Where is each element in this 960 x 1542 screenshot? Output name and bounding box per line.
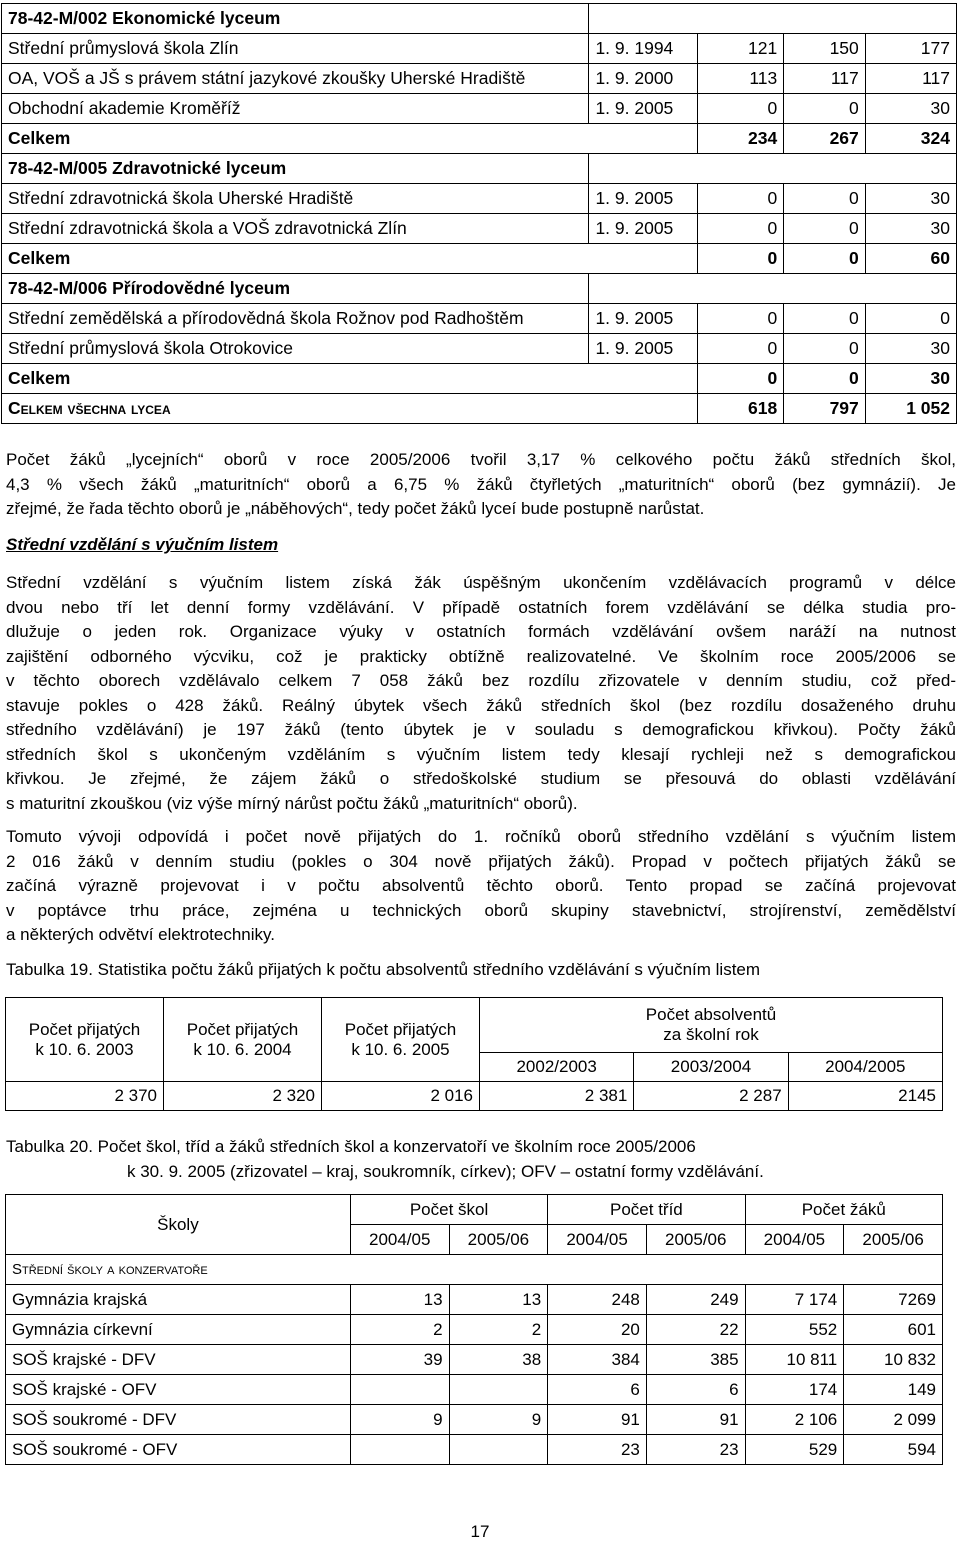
text-line: 4,3 % všech žáků „maturitních“ oborů a 6,75 % žáků čtyřletých „maturitních“ oborů (bez gymnázií). Je [6, 474, 956, 494]
value-cell: 22 [646, 1315, 745, 1345]
value-cell: 2 381 [480, 1082, 634, 1111]
total-value: 30 [865, 364, 956, 394]
table-row [2, 34, 957, 64]
school-type: SOŠ krajské - DFV [6, 1345, 351, 1375]
value-cell: 0 [865, 304, 956, 334]
start-date: 1. 9. 1994 [589, 34, 698, 64]
t20-head-pocet-trid: Počet tříd [548, 1195, 745, 1225]
year-header: 2002/2003 [480, 1053, 634, 1082]
value-cell: 2 016 [322, 1082, 480, 1111]
t20-head-skoly: Školy [6, 1195, 351, 1255]
table19-caption: Tabulka 19. Statistika počtu žáků přijatých k počtu absolventů středního vzdělávání s výučním listem [6, 960, 761, 979]
total-value: 324 [865, 124, 956, 154]
text-line: zřejmé, že řada těchto oborů je „náběhových“, tedy počet žáků lyceí bude postupně narůstat. [6, 499, 705, 518]
start-date: 1. 9. 2005 [589, 214, 698, 244]
value-cell: 248 [548, 1285, 647, 1315]
text-line: stavuje pokles o 428 žáků. Reálný úbytek všech žáků středních škol (bez rozdílu dosaženého druhu [6, 695, 956, 715]
value-cell: 91 [548, 1405, 647, 1435]
t20-head-pocet-skol: Počet škol [350, 1195, 547, 1225]
value-cell: 13 [449, 1285, 548, 1315]
total-label: Celkem [2, 364, 698, 394]
table19 [5, 997, 943, 1111]
paragraph-lycea-summary [6, 448, 956, 522]
t19-head-prijatych-2004: Počet přijatých k 10. 6. 2004 [164, 998, 322, 1082]
value-cell: 0 [784, 214, 866, 244]
value-cell: 174 [745, 1375, 844, 1405]
section-heading: Střední vzdělání s výučním listem [6, 535, 279, 554]
program-heading: 78-42-M/005 Zdravotnické lyceum [2, 154, 589, 184]
value-cell: 9 [350, 1405, 449, 1435]
value-cell: 0 [784, 94, 866, 124]
value-cell: 2 370 [6, 1082, 164, 1111]
paragraph-vyucni-list [6, 571, 956, 816]
value-cell: 552 [745, 1315, 844, 1345]
value-cell: 0 [784, 304, 866, 334]
t20-section-row: Střední školy a konzervatoře [6, 1255, 943, 1285]
value-cell: 30 [865, 184, 956, 214]
value-cell: 113 [698, 64, 784, 94]
lycea-table [1, 3, 957, 424]
value-cell [449, 1375, 548, 1405]
value-cell: 0 [698, 214, 784, 244]
value-cell: 10 832 [844, 1345, 943, 1375]
total-label: Celkem [2, 124, 698, 154]
program-heading: 78-42-M/006 Přírodovědné lyceum [2, 274, 589, 304]
text-line: v těchto oborech vzdělávalo celkem 7 058 žáků bez rozdílu zřizovatele v denním studiu, což před- [6, 671, 956, 690]
text-line: a některých odvětví elektrotechniky. [6, 925, 275, 944]
school-name: Střední zdravotnická škola Uherské Hradiště [2, 184, 589, 214]
start-date: 1. 9. 2005 [589, 304, 698, 334]
table20-caption-line2: k 30. 9. 2005 (zřizovatel – kraj, soukromník, církev); OFV – ostatní formy vzdělávání. [127, 1162, 764, 1181]
value-cell: 384 [548, 1345, 647, 1375]
school-type: SOŠ krajské - OFV [6, 1375, 351, 1405]
text-line: s maturitní zkouškou (viz výše mírný nárůst počtu žáků „maturitních“ oborů). [6, 793, 578, 813]
value-cell: 0 [698, 94, 784, 124]
school-type: SOŠ soukromé - OFV [6, 1435, 351, 1465]
empty-cell [589, 274, 957, 304]
value-cell: 2 099 [844, 1405, 943, 1435]
t20-head-pocet-zaku: Počet žáků [745, 1195, 942, 1225]
value-cell [449, 1435, 548, 1465]
value-cell: 2145 [788, 1082, 942, 1111]
value-cell: 30 [865, 214, 956, 244]
total-label: Celkem [2, 244, 698, 274]
value-cell: 6 [646, 1375, 745, 1405]
paragraph-vyvoj [6, 825, 956, 948]
grand-total-label: Celkem všechna lycea [2, 394, 698, 424]
value-cell: 39 [350, 1345, 449, 1375]
value-cell: 38 [449, 1345, 548, 1375]
text-line: začíná výrazně projevovat i v počtu absolventů těchto oborů. Tento propad se začíná projevovat [6, 876, 956, 895]
value-cell: 23 [548, 1435, 647, 1465]
start-date: 1. 9. 2000 [589, 64, 698, 94]
year-header: 2004/2005 [788, 1053, 942, 1082]
year-header: 2004/05 [350, 1225, 449, 1255]
table-row [2, 304, 957, 334]
value-cell: 177 [865, 34, 956, 64]
total-value: 618 [698, 394, 784, 424]
text-line: křivkou. Je zřejmé, že zájem žáků o středoškolské studium se přesouvá do oblasti vzdělávání [6, 769, 956, 788]
table-row [6, 1285, 943, 1315]
value-cell: 9 [449, 1405, 548, 1435]
value-cell: 20 [548, 1315, 647, 1345]
table-row [6, 1345, 943, 1375]
start-date: 1. 9. 2005 [589, 184, 698, 214]
empty-cell [589, 154, 957, 184]
table-row [6, 1375, 943, 1405]
value-cell: 2 106 [745, 1405, 844, 1435]
value-cell: 0 [698, 304, 784, 334]
value-cell: 10 811 [745, 1345, 844, 1375]
start-date: 1. 9. 2005 [589, 334, 698, 364]
page-number: 17 [470, 1522, 490, 1541]
table-row [2, 94, 957, 124]
text-line: Počet žáků „lycejních“ oborů v roce 2005/2006 tvořil 3,17 % celkového počtu žáků středních škol, [6, 450, 956, 469]
school-name: Střední zdravotnická škola a VOŠ zdravotnická Zlín [2, 214, 589, 244]
program-heading: 78-42-M/002 Ekonomické lyceum [2, 4, 589, 34]
text-line: Střední vzdělání s výučním listem získá žák úspěšným ukončením vzdělávacích programů v délce [6, 573, 956, 592]
total-value: 1 052 [865, 394, 956, 424]
total-value: 60 [865, 244, 956, 274]
t19-head-prijatych-2005: Počet přijatých k 10. 6. 2005 [322, 998, 480, 1082]
value-cell: 0 [784, 334, 866, 364]
table-row [2, 334, 957, 364]
value-cell: 0 [698, 184, 784, 214]
school-name: OA, VOŠ a JŠ s právem státní jazykové zkoušky Uherské Hradiště [2, 64, 589, 94]
text-line: v poptávce trhu práce, zejména u technických oborů skupiny stavebnictví, strojírenství, zemědělství [6, 900, 956, 920]
year-header: 2004/05 [548, 1225, 647, 1255]
value-cell: 7269 [844, 1285, 943, 1315]
value-cell: 0 [698, 334, 784, 364]
table-row [2, 364, 957, 394]
year-header: 2003/2004 [634, 1053, 788, 1082]
table-row [6, 1405, 943, 1435]
table-row [2, 154, 957, 184]
year-header: 2004/05 [745, 1225, 844, 1255]
table-row [2, 124, 957, 154]
value-cell: 13 [350, 1285, 449, 1315]
text-line: 2 016 žáků v denním studiu (pokles o 304 nově přijatých žáků). Propad v počtech přijatých žáků se [6, 851, 956, 871]
table-row [2, 394, 957, 424]
value-cell: 2 [350, 1315, 449, 1345]
table-row [2, 214, 957, 244]
value-cell: 121 [698, 34, 784, 64]
table-row [6, 1315, 943, 1345]
value-cell: 117 [865, 64, 956, 94]
value-cell: 2 [449, 1315, 548, 1345]
value-cell: 385 [646, 1345, 745, 1375]
text-line: dlužuje o jeden rok. Organizace výuky v ostatních formách vzdělávání ovšem naráží na nutnost [6, 622, 956, 641]
year-header: 2005/06 [646, 1225, 745, 1255]
year-header: 2005/06 [449, 1225, 548, 1255]
value-cell: 529 [745, 1435, 844, 1465]
total-value: 0 [784, 364, 866, 394]
t19-head-absolventu: Počet absolventů za školní rok [480, 998, 943, 1053]
total-value: 797 [784, 394, 866, 424]
table-row [2, 4, 957, 34]
table20 [5, 1194, 943, 1465]
value-cell: 0 [784, 184, 866, 214]
start-date: 1. 9. 2005 [589, 94, 698, 124]
text-line: středního vzdělávání) je 197 žáků (tento úbytek je v souladu s demografickou křivkou). Počty žáků [6, 720, 956, 739]
value-cell: 30 [865, 94, 956, 124]
value-cell: 150 [784, 34, 866, 64]
table-row [2, 184, 957, 214]
value-cell: 2 287 [634, 1082, 788, 1111]
value-cell: 6 [548, 1375, 647, 1405]
table-row [2, 64, 957, 94]
school-name: Střední průmyslová škola Zlín [2, 34, 589, 64]
value-cell: 601 [844, 1315, 943, 1345]
school-type: Gymnázia církevní [6, 1315, 351, 1345]
value-cell: 2 320 [164, 1082, 322, 1111]
total-value: 0 [698, 364, 784, 394]
value-cell: 30 [865, 334, 956, 364]
table-row [2, 274, 957, 304]
school-type: SOŠ soukromé - DFV [6, 1405, 351, 1435]
empty-cell [589, 4, 957, 34]
table-row [2, 244, 957, 274]
value-cell: 117 [784, 64, 866, 94]
value-cell [350, 1435, 449, 1465]
table20-caption-line1: Tabulka 20. Počet škol, tříd a žáků středních škol a konzervatoří ve školním roce 2005/2006 [6, 1137, 696, 1156]
total-value: 267 [784, 124, 866, 154]
value-cell: 23 [646, 1435, 745, 1465]
text-line: zajištění odborného výcviku, což je prakticky obtížně realizovatelné. Ve školním roce 2005/2006 se [6, 646, 956, 666]
total-value: 0 [784, 244, 866, 274]
year-header: 2005/06 [844, 1225, 943, 1255]
text-line: dvou nebo tří let denní formy vzdělávání. V případě ostatních forem vzdělávání se délka studia pro- [6, 597, 956, 617]
text-line: středních škol s ukončeným vzděláním s výučním listem tedy klesají rychleji než s demografickou [6, 744, 956, 764]
school-name: Střední zemědělská a přírodovědná škola Rožnov pod Radhoštěm [2, 304, 589, 334]
value-cell: 249 [646, 1285, 745, 1315]
t19-head-prijatych-2003: Počet přijatých k 10. 6. 2003 [6, 998, 164, 1082]
total-value: 234 [698, 124, 784, 154]
value-cell: 594 [844, 1435, 943, 1465]
value-cell [350, 1375, 449, 1405]
value-cell: 149 [844, 1375, 943, 1405]
table-row [6, 1435, 943, 1465]
value-cell: 7 174 [745, 1285, 844, 1315]
text-line: Tomuto vývoji odpovídá i počet nově přijatých do 1. ročníků oborů středního vzdělání s výučním listem [6, 827, 956, 846]
value-cell: 91 [646, 1405, 745, 1435]
school-name: Střední průmyslová škola Otrokovice [2, 334, 589, 364]
school-type: Gymnázia krajská [6, 1285, 351, 1315]
school-name: Obchodní akademie Kroměříž [2, 94, 589, 124]
total-value: 0 [698, 244, 784, 274]
